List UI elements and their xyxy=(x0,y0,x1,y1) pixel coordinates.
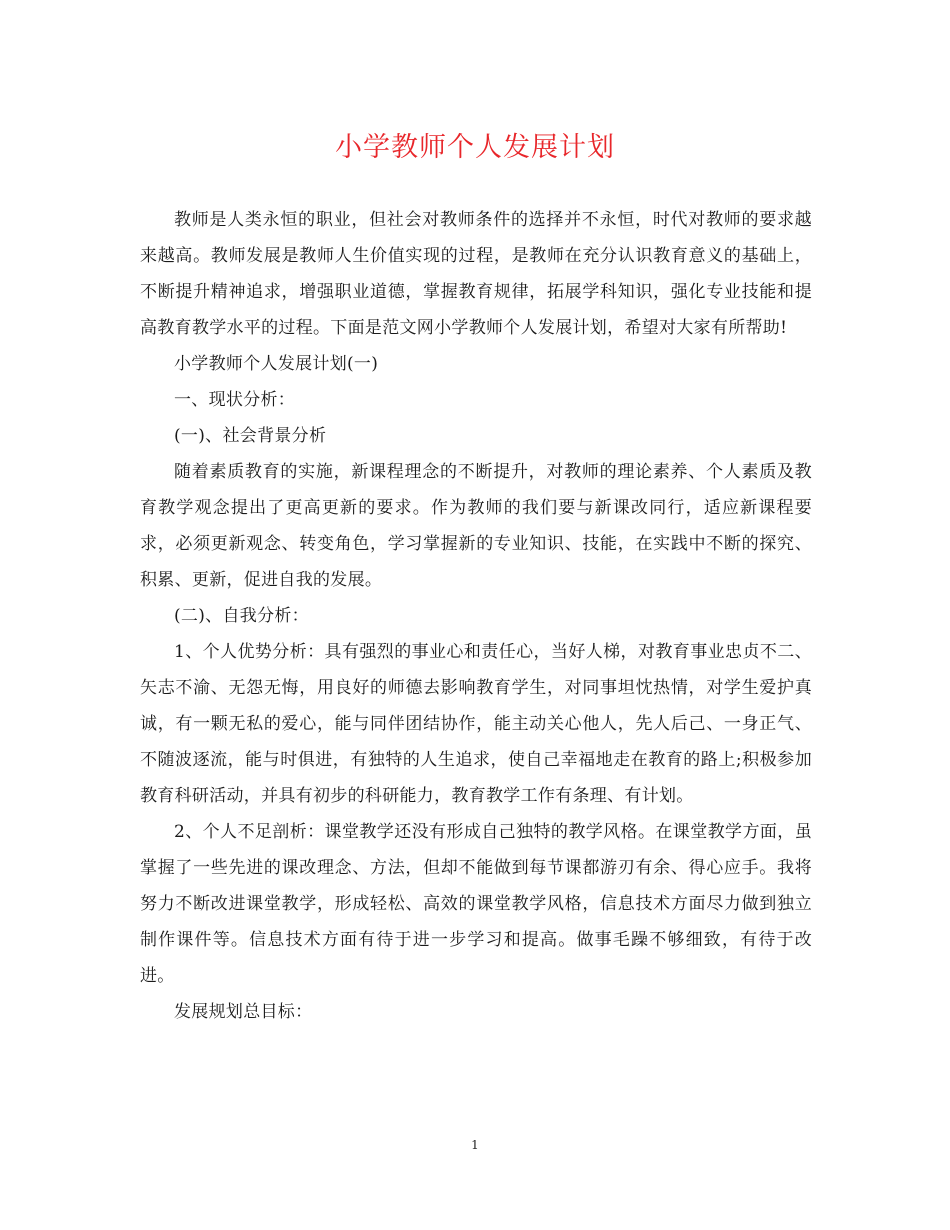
weaknesses-paragraph: 2、个人不足剖析：课堂教学还没有形成自己独特的教学风格。在课堂教学方面，虽掌握了一些先进的课改理念、方法，但却不能做到每节课都游刃有余、得心应手。我将努力不断改进课堂教学，形成轻松、高效的课堂教学风格，信息技术方面尽力做到独立制作课件等。信息技术方面有待于进一步学习和提高。做事毛躁不够细致，有待于改进。 xyxy=(140,822,812,986)
section-heading-status: 一、现状分析： xyxy=(174,390,296,410)
subsection-heading-self: (二)、自我分析： xyxy=(174,606,309,626)
document-body xyxy=(140,202,812,1030)
intro-paragraph: 教师是人类永恒的职业，但社会对教师条件的选择并不永恒，时代对教师的要求越来越高。教师发展是教师人生价值实现的过程，是教师在充分认识教育意义的基础上，不断提升精神追求，增强职业道德，掌握教育规律，拓展学科知识，强化专业技能和提高教育教学水平的过程。下面是范文网小学教师个人发展计划，希望对大家有所帮助! xyxy=(140,210,812,338)
plan-heading: 小学教师个人发展计划(一) xyxy=(174,354,379,374)
strengths-paragraph: 1、个人优势分析：具有强烈的事业心和责任心，当好人梯，对教育事业忠贞不二、矢志不渝、无怨无悔，用良好的师德去影响教育学生，对同事坦忱热情，对学生爱护真诚，有一颗无私的爱心，能与同伴团结协作，能主动关心他人，先人后己、一身正气、不随波逐流，能与时俱进，有独特的人生追求，使自己幸福地走在教育的路上;积极参加教育科研活动，并具有初步的科研能力，教育教学工作有条理、有计划。 xyxy=(140,642,812,806)
document-title: 小学教师个人发展计划 xyxy=(335,132,615,163)
page-number: 1 xyxy=(471,1138,479,1152)
subsection-heading-social: (一)、社会背景分析 xyxy=(174,426,327,446)
social-background-paragraph: 随着素质教育的实施，新课程理念的不断提升，对教师的理论素养、个人素质及教育教学观念提出了更高更新的要求。作为教师的我们要与新课改同行，适应新课程要求，必须更新观念、转变角色，学习掌握新的专业知识、技能，在实践中不断的探究、积累、更新，促进自我的发展。 xyxy=(140,462,812,590)
goal-heading: 发展规划总目标： xyxy=(174,1002,313,1022)
